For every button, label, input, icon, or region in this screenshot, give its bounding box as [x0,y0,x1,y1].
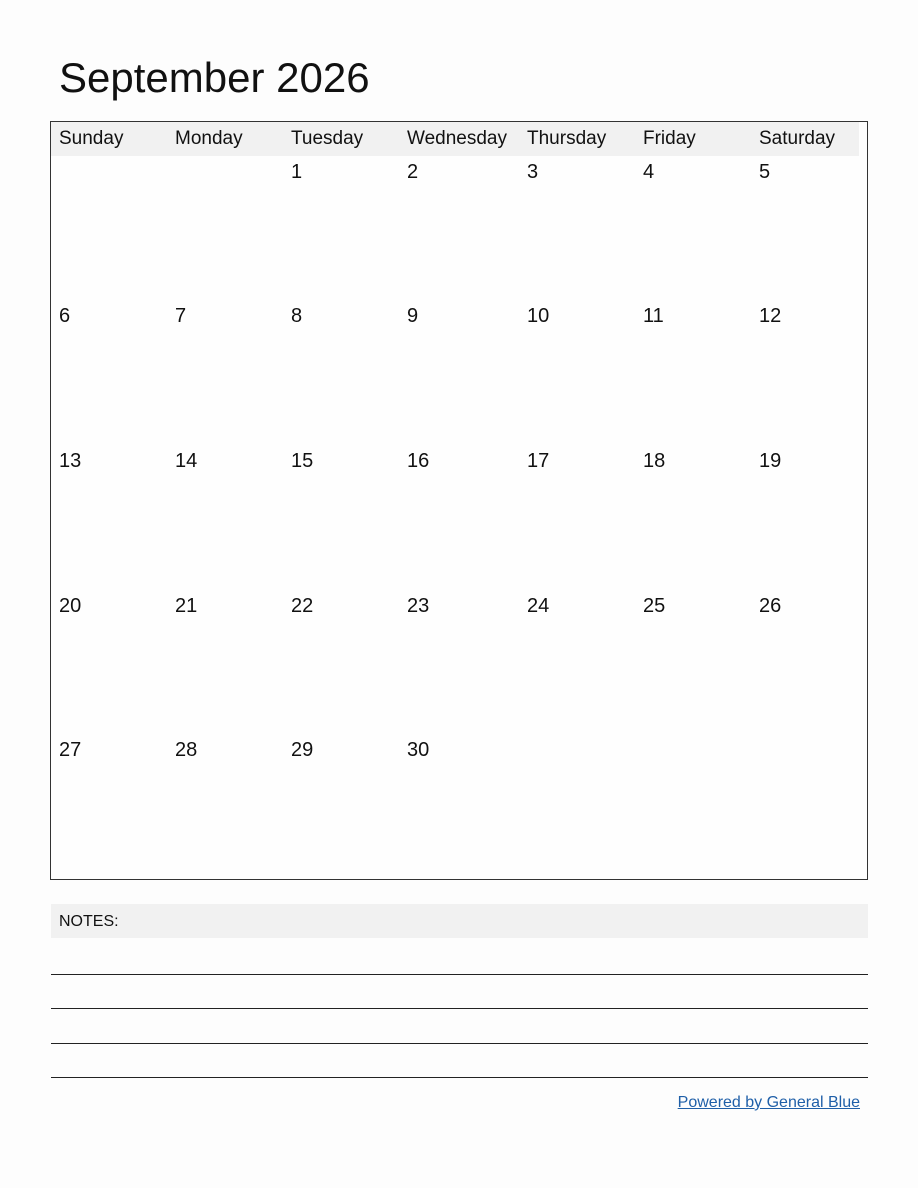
day-cell [59,300,175,444]
day-cell [759,734,875,878]
page-title: September 2026 [59,54,370,101]
day-cell [291,734,407,878]
powered-by-link[interactable]: Powered by General Blue [677,1094,860,1111]
day-number: 20 [59,595,82,617]
note-line [51,974,868,975]
weekday-header-row [51,122,867,156]
day-number: 18 [643,450,666,472]
day-cell [527,734,643,878]
day-number: 25 [643,595,666,617]
day-number: 6 [59,305,71,327]
day-number: 24 [527,595,550,617]
day-cell [759,300,875,444]
day-cell [175,156,291,300]
day-number: 23 [407,595,430,617]
day-cell [407,590,523,734]
day-number: 4 [643,161,655,183]
day-cell [407,156,523,300]
day-cell [643,300,759,444]
day-number: 29 [291,739,314,761]
weekday-thursday: Thursday [527,128,607,149]
day-cell [643,156,759,300]
day-number: 7 [175,305,187,327]
weekday-tuesday: Tuesday [291,128,364,149]
day-cell [527,590,643,734]
note-line [51,1008,868,1009]
day-cell [175,445,291,589]
day-number: 16 [407,450,430,472]
day-number: 5 [759,161,771,183]
day-cell [643,445,759,589]
note-line [51,1043,868,1044]
day-cell [59,445,175,589]
calendar-grid [50,121,868,880]
day-cell [59,734,175,878]
day-cell [759,445,875,589]
day-number: 9 [407,305,419,327]
day-number: 11 [643,305,664,327]
day-cell [59,590,175,734]
day-number: 12 [759,305,782,327]
weekday-saturday: Saturday [759,128,836,149]
day-cell [527,445,643,589]
day-cell [175,300,291,444]
day-number: 19 [759,450,782,472]
day-cell [291,590,407,734]
day-cell [407,734,523,878]
weekday-friday: Friday [643,128,696,149]
notes-header [51,904,868,938]
day-number: 14 [175,450,198,472]
day-cell [291,300,407,444]
day-number: 22 [291,595,314,617]
day-cell [59,156,175,300]
day-cell [527,300,643,444]
note-line [51,1077,868,1078]
day-cell [407,300,523,444]
day-number: 8 [291,305,303,327]
day-cell [759,590,875,734]
day-cell [175,734,291,878]
day-number: 1 [291,161,303,183]
day-number: 3 [527,161,539,183]
day-number: 13 [59,450,82,472]
day-cell [759,156,875,300]
day-cell [291,445,407,589]
weekday-sunday: Sunday [59,128,124,149]
day-number: 10 [527,305,550,327]
day-cell [527,156,643,300]
weekday-wednesday: Wednesday [407,128,507,149]
day-cell [407,445,523,589]
day-cell [643,590,759,734]
day-cell [643,734,759,878]
day-number: 2 [407,161,419,183]
day-number: 21 [175,595,198,617]
day-number: 15 [291,450,314,472]
day-cell [291,156,407,300]
day-number: 30 [407,739,430,761]
day-number: 27 [59,739,82,761]
day-number: 28 [175,739,198,761]
day-cell [175,590,291,734]
notes-label: NOTES: [59,913,119,930]
day-number: 26 [759,595,782,617]
day-number: 17 [527,450,550,472]
weekday-monday: Monday [175,128,243,149]
